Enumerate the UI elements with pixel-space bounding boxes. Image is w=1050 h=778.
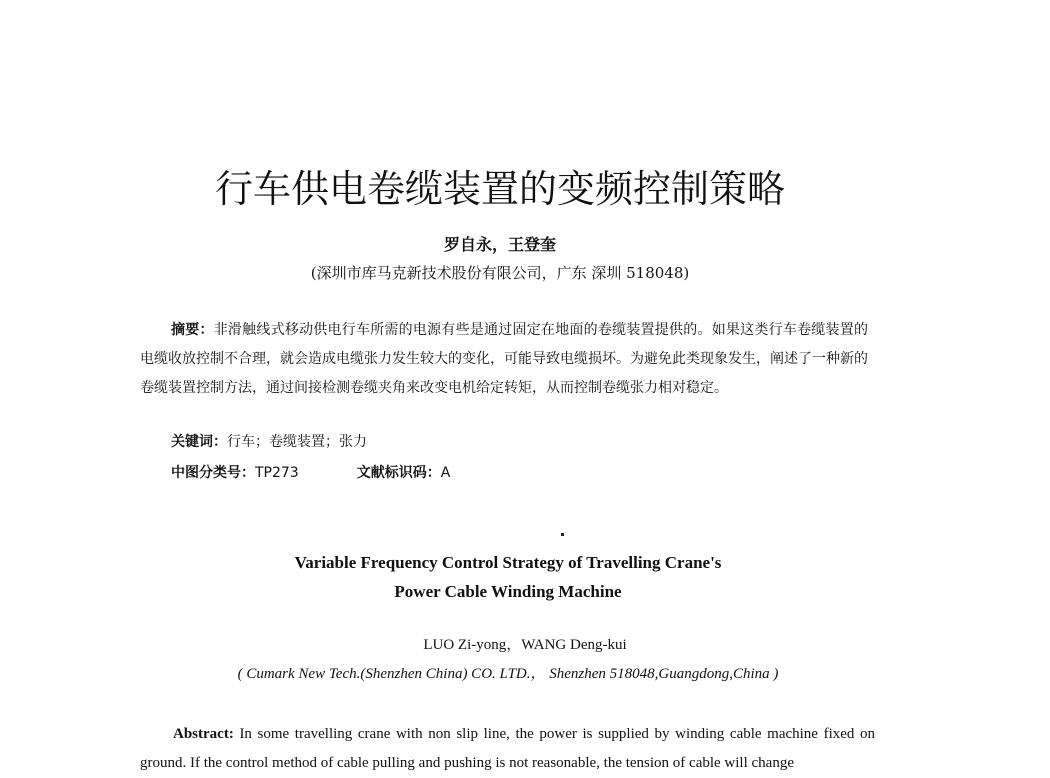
class-number-label: 中图分类号： <box>171 465 255 481</box>
keywords-text: 行车；卷缆装置；张力 <box>227 434 367 450</box>
chinese-abstract-label: 摘要： <box>171 322 214 338</box>
chinese-authors: 罗自永，王登奎 <box>443 235 556 254</box>
chinese-abstract-text: 非滑触线式移动供电行车所需的电源有些是通过固定在地面的卷缆装置提供的。如果这类行车卷缆装置的电缆收放控制不合理，就会造成电缆张力发生较大的变化，可能导致电缆损坏。为避免此类现象发生，阐述了一种新的卷缆装置控制方法，通过间接检测卷缆夹角来改变电机给定转矩，从而控制卷缆张力相对稳定。 <box>140 322 868 396</box>
english-abstract-text: In some travelling crane with non slip line, the power is supplied by winding cable machine fixed on ground. If the control method of cable pulling and pushing is not reasonable, the tension of cable will change <box>140 726 875 771</box>
chinese-affiliation: (深圳市库马克新技术股份有限公司，广东 深圳 518048) <box>310 264 690 282</box>
class-number-value: TP273 <box>255 465 299 481</box>
english-abstract <box>140 720 875 778</box>
classification-line <box>171 462 450 482</box>
english-title-line-2: Power Cable Winding Machine <box>394 582 622 601</box>
stray-dot-mark <box>561 533 564 536</box>
keywords-label: 关键词： <box>171 434 227 450</box>
english-authors: LUO Zi-yong，WANG Deng-kui <box>423 637 627 653</box>
chinese-abstract <box>140 316 868 403</box>
chinese-keywords <box>171 431 367 451</box>
document-code-value: A <box>440 465 451 481</box>
english-abstract-label: Abstract: <box>173 726 234 742</box>
english-title <box>0 548 1016 606</box>
english-affiliation: ( Cumark New Tech.(Shenzhen China) CO. LTD.， Shenzhen 518048,Guangdong,China ) <box>237 666 779 682</box>
english-title-line-1: Variable Frequency Control Strategy of Travelling Crane's <box>294 553 722 572</box>
document-code-label: 文献标识码： <box>356 465 441 481</box>
chinese-title: 行车供电卷缆装置的变频控制策略 <box>214 167 785 211</box>
